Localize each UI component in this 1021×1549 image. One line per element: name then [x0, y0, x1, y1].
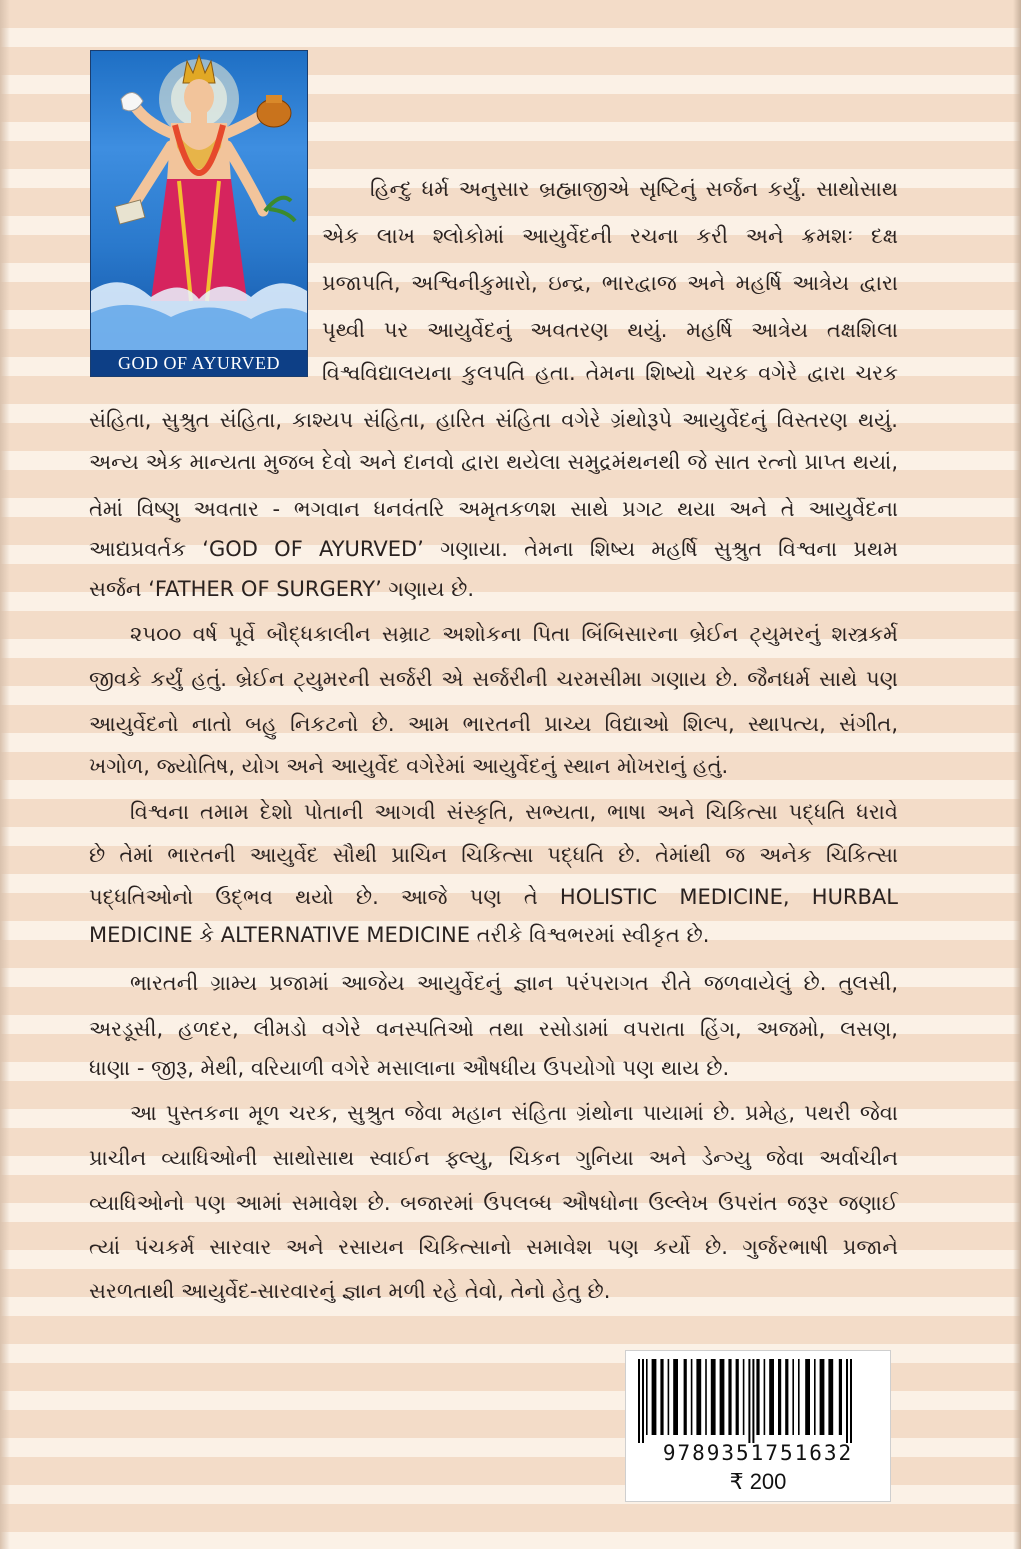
barcode-bar: [646, 1359, 648, 1435]
barcode-bar: [792, 1359, 794, 1435]
barcode-bar: [736, 1359, 739, 1435]
text-line: વિશ્વના તમામ દેશો પોતાની આગવી સંસ્કૃતિ, સભ્યતા, ભાષા અને ચિકિત્સા પદ્ધતિ ધરાવે: [130, 800, 898, 824]
price-label: ₹ 200: [729, 1469, 787, 1494]
barcode-bar: [805, 1359, 810, 1435]
text-line: પદ્ધતિઓનો ઉદ્ભવ થયો છે. આજે પણ તે HOLISTIC MEDICINE, HURBAL: [89, 885, 899, 909]
text-line: ધાણા - જીરૂ, મેથી, વરિયાળી વગેરે મસાલાના ઔષધીય ઉપયોગો પણ થાય છે.: [89, 1056, 730, 1080]
cover-left-edge-shadow: [0, 0, 10, 1549]
barcode-bar: [756, 1359, 759, 1435]
isbn-barcode-box: [625, 1350, 891, 1502]
barcode-bar: [798, 1359, 800, 1435]
barcode-bar: [846, 1359, 848, 1443]
text-line: હિન્દુ ધર્મ અનુસાર બ્રહ્માજીએ સૃષ્ટિનું સર્જન કર્યું. સાથોસાથ: [370, 177, 898, 201]
text-line: ૨૫૦૦ વર્ષ પૂર્વે બૌદ્ધકાલીન સમ્રાટ અશોકના પિતા બિંબિસારના બ્રેઈન ટ્યુમરનું શસ્ત્રકર્મ: [130, 622, 898, 646]
barcode-bar: [850, 1359, 852, 1443]
barcode-bar: [638, 1359, 640, 1443]
isbn-number: 9789351751632: [662, 1441, 854, 1465]
text-line: આ પુસ્તકના મૂળ ચરક, સુશ્રુત જેવા મહાન સંહિતા ગ્રંથોના પાયામાં છે. પ્રમેહ, પથરી જેવા: [130, 1101, 898, 1125]
figure-caption: GOD OF AYURVED: [91, 350, 307, 376]
text-line: જીવકે કર્યું હતું. બ્રેઈન ટ્યુમરની સર્જરી એ સર્જરીની ચરમસીમા ગણાય છે. જૈનધર્મ સાથે પણ: [89, 667, 898, 691]
barcode-bar: [673, 1359, 678, 1435]
barcode-bar: [752, 1359, 754, 1443]
barcode-bar: [728, 1359, 731, 1435]
barcode-bar: [711, 1359, 716, 1435]
barcode-bar: [814, 1359, 816, 1435]
text-line: MEDICINE કે ALTERNATIVE MEDICINE તરીકે વિશ્વભરમાં સ્વીકૃત છે.: [89, 923, 710, 947]
text-line: પ્રાચીન વ્યાધિઓની સાથોસાથ સ્વાઈન ફ્લ્યુ, ચિકન ગુનિયા અને ડેન્ગ્યુ જેવા અર્વાચીન: [89, 1146, 898, 1170]
text-line: ભારતની ગ્રામ્ય પ્રજામાં આજેય આયુર્વેદનું જ્ઞાન પરંપરાગત રીતે જળવાયેલું છે. તુલસી,: [130, 971, 898, 995]
barcode-bar: [785, 1359, 788, 1435]
text-line: સરળતાથી આયુર્વેદ-સારવારનું જ્ઞાન મળી રહે તેવો, તેનો હેતુ છે.: [89, 1279, 611, 1303]
text-line: અરડૂસી, હળદર, લીમડો વગેરે વનસ્પતિઓ તથા રસોડામાં વપરાતા હિંગ, અજમો, લસણ,: [89, 1017, 898, 1041]
text-line: અન્ય એક માન્યતા મુજબ દેવો અને દાનવો દ્વારા થયેલા સમુદ્રમંથનથી જે સાત રત્નો પ્રાપ્ત થયાં,: [89, 450, 898, 474]
barcode-bar: [705, 1359, 707, 1435]
barcode-bar: [696, 1359, 701, 1435]
barcode-bar: [720, 1359, 725, 1435]
barcode-bar: [668, 1359, 670, 1435]
barcode-bar: [652, 1359, 657, 1435]
text-line: આયુર્વેદનો નાતો બહુ નિકટનો છે. આમ ભારતની પ્રાચ્ય વિદ્યાઓ શિલ્પ, સ્થાપત્ય, સંગીત,: [89, 712, 898, 736]
text-line: ત્યાં પંચકર્મ સારવાર અને રસાયન ચિકિત્સાનો સમાવેશ પણ કર્યો છે. ગુર્જરભાષી પ્રજાને: [89, 1235, 898, 1259]
barcode-icon: [638, 1359, 878, 1443]
text-line: તેમાં વિષ્ણુ અવતાર - ભગવાન ધનવંતરિ અમૃતકળશ સાથે પ્રગટ થયા અને તે આયુર્વેદના: [89, 497, 898, 521]
barcode-bar: [839, 1359, 842, 1435]
text-line: પૃથ્વી પર આયુર્વેદનું અવતરણ થયું. મહર્ષિ આત્રેય તક્ષશિલા: [322, 318, 898, 342]
barcode-bar: [691, 1359, 693, 1435]
cover-right-edge-shadow: [1013, 0, 1021, 1549]
barcode-bar: [684, 1359, 687, 1435]
text-line: વિશ્વવિદ્યાલયના કુલપતિ હતા. તેમના શિષ્યો ચરક વગેરે દ્વારા ચરક: [322, 361, 898, 385]
barcode-bar: [748, 1359, 750, 1443]
barcode-bar: [828, 1359, 833, 1435]
barcode-bar: [764, 1359, 766, 1435]
text-line: ખગોળ, જ્યોતિષ, યોગ અને આયુર્વેદ વગેરેમાં આયુર્વેદનું સ્થાન મોખરાનું હતું.: [89, 754, 729, 778]
barcode-bar: [660, 1359, 663, 1435]
text-line: વ્યાધિઓનો પણ આમાં સમાવેશ છે. બજારમાં ઉપલબ્ધ ઔષધોના ઉલ્લેખ ઉપરાંત જરૂર જણાઈ: [89, 1191, 898, 1215]
barcode-bar: [642, 1359, 644, 1443]
text-line: સંહિતા, સુશ્રુત સંહિતા, કાશ્યપ સંહિતા, હારિત સંહિતા વગેરે ગ્રંથોરૂપે આયુર્વેદનું વિસ્તરણ થયું.: [89, 408, 898, 432]
barcode-bar: [778, 1359, 781, 1435]
text-line: આદ્યપ્રવર્તક ‘GOD OF AYURVED’ ગણાયા. તેમના શિષ્ય મહર્ષિ સુશ્રુત વિશ્વના પ્રથમ: [89, 537, 898, 561]
text-line: એક લાખ શ્લોકોમાં આયુર્વેદની રચના કરી અને ક્રમશઃ દક્ષ: [322, 224, 898, 248]
barcode-bar: [820, 1359, 825, 1435]
barcode-bar: [743, 1359, 745, 1435]
text-line: પ્રજાપતિ, અશ્વિનીકુમારો, ઇન્દ્ર, ભારદ્વાજ અને મહર્ષિ આત્રેય દ્વારા: [322, 271, 898, 295]
text-line: સર્જન ‘FATHER OF SURGERY’ ગણાય છે.: [89, 577, 475, 601]
barcode-bar: [769, 1359, 774, 1435]
deity-figure-icon: [91, 51, 307, 351]
text-line: છે તેમાં ભારતની આયુર્વેદ સૌથી પ્રાચિન ચિકિત્સા પદ્ધતિ છે. તેમાંથી જ અનેક ચિકિત્સા: [89, 843, 898, 867]
dhanvantari-illustration: [90, 50, 308, 377]
